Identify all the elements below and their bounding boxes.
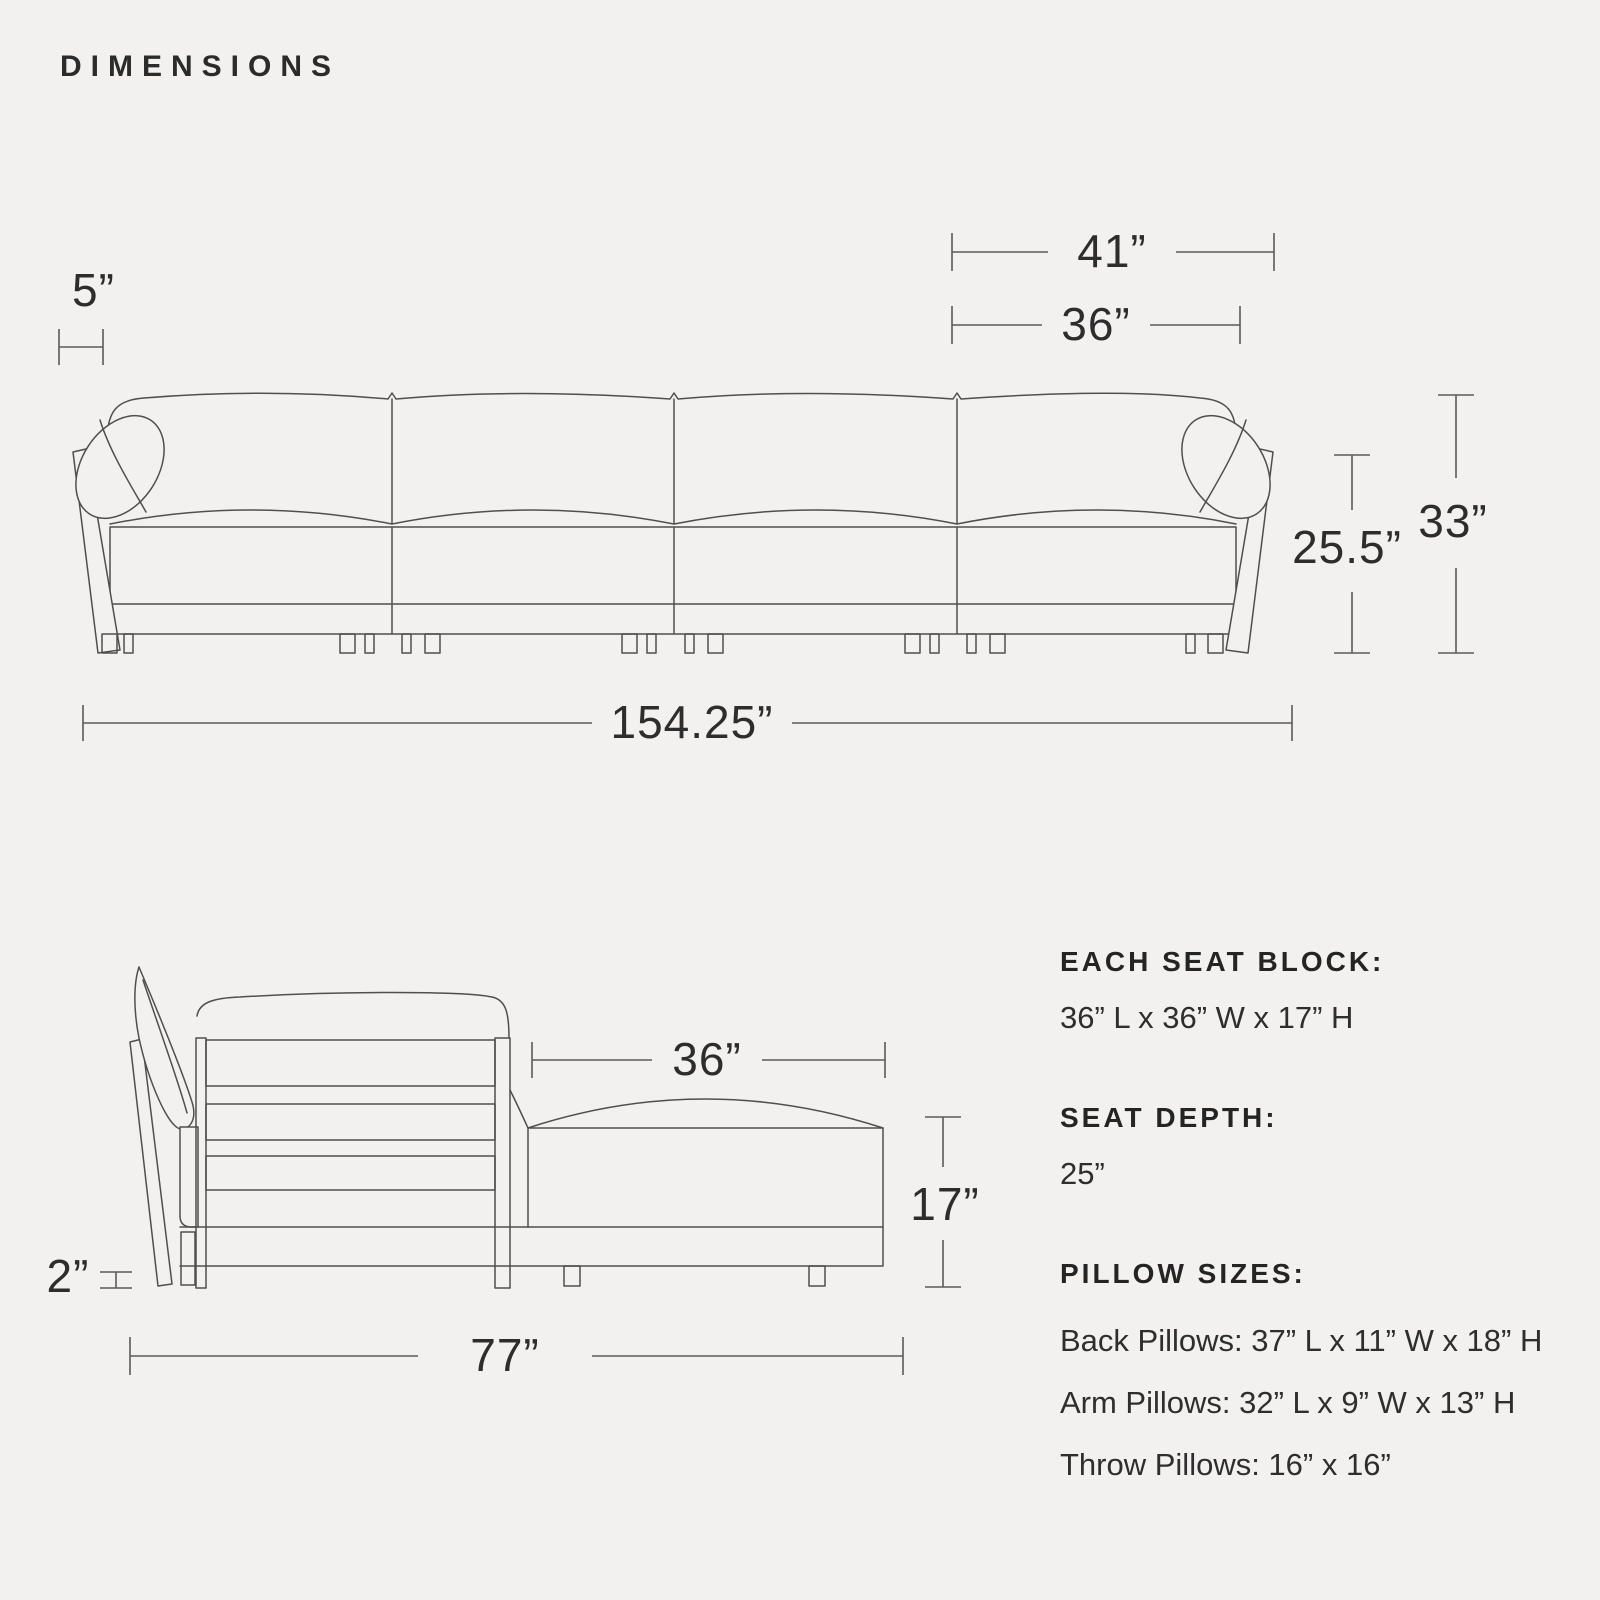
top-cushion-profile xyxy=(197,993,509,1039)
spec-seat-block xyxy=(1060,946,1580,1038)
seat-cushions xyxy=(110,510,1236,524)
dim-seat-block-width xyxy=(952,298,1240,350)
dim-leg-height-label: 2” xyxy=(46,1250,90,1302)
rear-leg xyxy=(181,1232,195,1285)
sofa-legs xyxy=(102,634,1223,653)
frame-slats xyxy=(206,1040,495,1190)
ottoman-block xyxy=(510,1090,883,1286)
spec-back-pillows: Back Pillows: 37” L x 11” W x 18” H xyxy=(1060,1323,1543,1358)
frame-post-right xyxy=(495,1038,510,1288)
dim-arm-width-label: 5” xyxy=(72,264,115,316)
spec-arm-pillows: Arm Pillows: 32” L x 9” W x 13” H xyxy=(1060,1385,1516,1420)
spec-seat-block-value: 36” L x 36” W x 17” H xyxy=(1060,1000,1354,1035)
spec-pillow-sizes-heading: PILLOW SIZES: xyxy=(1060,1258,1306,1289)
back-cushions-outline xyxy=(107,393,1236,438)
spec-seat-depth xyxy=(1060,1102,1580,1194)
dim-seat-block-height xyxy=(910,1117,979,1287)
dim-overall-depth xyxy=(130,1329,903,1381)
sofa-front-drawing xyxy=(58,393,1289,653)
dim-leg-height xyxy=(47,1250,132,1302)
base-band xyxy=(180,1227,883,1266)
dim-seat-back-height-label: 25.5” xyxy=(1292,521,1402,573)
spec-seat-depth-heading: SEAT DEPTH: xyxy=(1060,1102,1278,1133)
dim-overall-height-label: 33” xyxy=(1418,495,1488,547)
dim-seat-block-height-label: 17” xyxy=(910,1178,980,1230)
back-seams xyxy=(392,399,957,523)
dim-overall-depth-label: 77” xyxy=(470,1329,540,1381)
dim-seat-back-height xyxy=(1292,455,1402,653)
spec-seat-block-heading: EACH SEAT BLOCK: xyxy=(1060,946,1385,977)
page-title: DIMENSIONS xyxy=(60,50,341,83)
dim-seat-plus-arm-label: 41” xyxy=(1077,225,1147,277)
spec-seat-depth-value: 25” xyxy=(1060,1156,1105,1191)
sofa-side-drawing xyxy=(130,967,883,1288)
spec-throw-pillows: Throw Pillows: 16” x 16” xyxy=(1060,1447,1391,1482)
sofa-front-elevation xyxy=(40,220,1520,780)
dim-arm-width xyxy=(59,264,115,365)
dim-overall-width-label: 154.25” xyxy=(610,696,774,748)
back-pillow xyxy=(135,967,194,1129)
spec-text-block xyxy=(1060,946,1580,1560)
sofa-side-profile xyxy=(40,920,1000,1420)
dim-overall-height xyxy=(1418,395,1487,653)
base-frame xyxy=(110,527,1236,634)
dim-seat-block-width-label: 36” xyxy=(1061,298,1131,350)
spec-pillow-sizes xyxy=(1060,1258,1580,1496)
dim-seat-block-depth-label: 36” xyxy=(672,1033,742,1085)
dim-overall-width xyxy=(83,696,1292,748)
dim-seat-block-depth xyxy=(532,1033,885,1085)
dim-seat-plus-arm xyxy=(952,225,1274,277)
